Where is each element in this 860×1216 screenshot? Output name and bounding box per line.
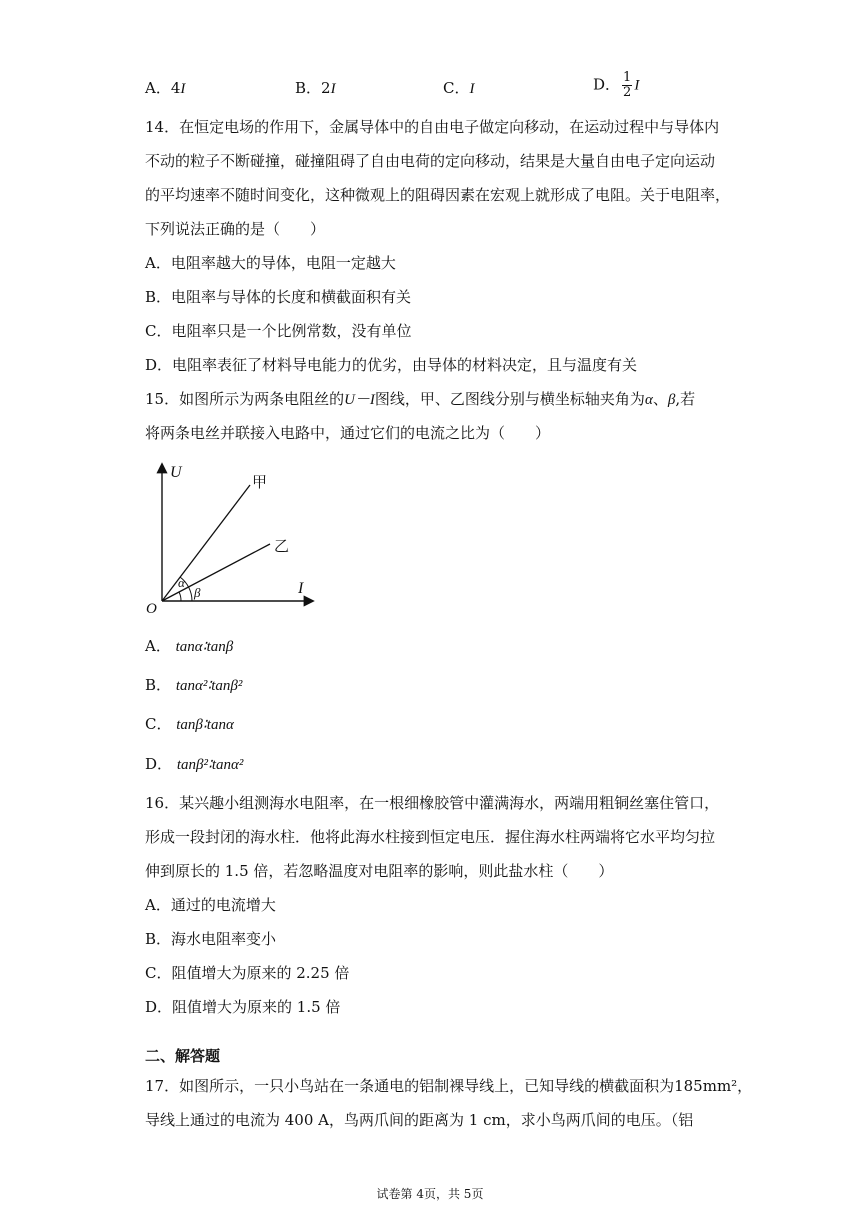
q13-option-b xyxy=(295,78,336,99)
q13-option-d-fraction xyxy=(622,71,632,100)
beta-label: β xyxy=(194,585,201,600)
q14-option-b: B．电阻率与导体的长度和横截面积有关 xyxy=(145,288,412,306)
q14-line-3: 的平均速率不随时间变化，这种微观上的阻碍因素在宏观上就形成了电阻。关于电阻率， xyxy=(145,186,731,204)
q13-options xyxy=(145,70,785,112)
origin-label: O xyxy=(146,601,157,615)
q17-line-1: 17．如图所示，一只小鸟站在一条通电的铝制裸导线上，已知导线的横截面积为185mm²， xyxy=(145,1077,753,1095)
q14-line-2: 不动的粒子不断碰撞，碰撞阻碍了自由电荷的定向移动，结果是大量自由电子定向运动 xyxy=(145,152,716,170)
q16-line-1: 16．某兴趣小组测海水电阻率，在一根细橡胶管中灌满海水，两端用粗铜丝塞住管口， xyxy=(145,794,720,812)
q15-option-d xyxy=(145,754,243,775)
angle-beta-arc xyxy=(179,592,181,601)
q13-option-d-var: I xyxy=(634,77,640,94)
line-yi-label: 乙 xyxy=(274,539,290,555)
q13-option-a-var: I xyxy=(180,81,186,97)
q15-option-d-expr: tanβ²∶tanα² xyxy=(176,757,244,773)
q13-option-b-var: I xyxy=(330,81,336,97)
q14-line-4: 下列说法正确的是（ ） xyxy=(145,220,326,238)
q16-option-b: B．海水电阻率变小 xyxy=(145,930,277,948)
q15-line-2: 将两条电丝并联接入电路中，通过它们的电流之比为（ ） xyxy=(145,424,551,442)
q15-option-b-label: B． xyxy=(145,676,172,694)
q16-option-a: A．通过的电流增大 xyxy=(145,896,276,914)
q14-option-d: D．电阻率表征了材料导电能力的优劣，由导体的材料决定，且与温度有关 xyxy=(145,356,638,374)
q13-option-a xyxy=(145,78,185,99)
page-footer: 试卷第 4页，共 5页 xyxy=(376,1187,484,1201)
q15-alpha: α xyxy=(644,392,653,408)
q13-option-d xyxy=(593,71,639,100)
q15-option-c-expr: tanβ∶tanα xyxy=(176,717,234,733)
q15-option-c-label: C． xyxy=(145,715,172,733)
q15-option-a-label: A． xyxy=(145,637,171,655)
q15-option-a-expr: tanα∶tanβ xyxy=(175,639,234,655)
q13-option-c-label: C． xyxy=(443,79,470,97)
q15-line-1 xyxy=(145,389,695,410)
q15-beta: β xyxy=(667,392,676,408)
q15-line-1-post: ,若 xyxy=(675,390,696,408)
q13-option-c xyxy=(443,78,474,99)
q15-option-d-label: D． xyxy=(145,755,173,773)
q14-line-1: 14．在恒定电场的作用下，金属导体中的自由电子做定向移动，在运动过程中与导体内 xyxy=(145,118,720,136)
q13-option-c-var: I xyxy=(469,81,475,97)
section-title: 二、解答题 xyxy=(145,1047,221,1065)
q15-option-a xyxy=(145,636,233,657)
q13-option-d-label: D． xyxy=(593,75,621,94)
q15-option-c xyxy=(145,714,234,735)
fraction-denominator: 2 xyxy=(623,85,632,100)
line-yi xyxy=(162,544,270,601)
q16-option-d: D．阻值增大为原来的 1.5 倍 xyxy=(145,998,341,1016)
q15-option-b-expr: tanα²∶tanβ² xyxy=(175,678,243,694)
q15-option-b xyxy=(145,675,242,696)
q16-option-c: C．阻值增大为原来的 2.25 倍 xyxy=(145,964,350,982)
q15-line-1-mid: 图线，甲、乙图线分别与横坐标轴夹角为 xyxy=(374,390,645,408)
q14-option-c: C．电阻率只是一个比例常数，没有单位 xyxy=(145,322,412,340)
q17-line-2: 导线上通过的电流为 400 A，鸟两爪间的距离为 1 cm，求小鸟两爪间的电压。（铝 xyxy=(145,1111,694,1129)
alpha-label: α xyxy=(178,575,185,590)
q15-sep: 、 xyxy=(652,390,668,408)
fraction-numerator: 1 xyxy=(623,70,632,85)
q16-line-3: 伸到原长的 1.5 倍，若忽略温度对电阻率的影响，则此盐水柱（ ） xyxy=(145,862,614,880)
line-jia-label: 甲 xyxy=(252,475,268,491)
q13-option-b-label: B．2 xyxy=(295,79,331,97)
y-axis-label: U xyxy=(170,464,182,481)
q14-option-a: A．电阻率越大的导体，电阻一定越大 xyxy=(145,254,396,272)
q15-ui-label: U－I xyxy=(344,392,375,408)
x-axis-label: I xyxy=(298,580,304,597)
q16-line-2: 形成一段封闭的海水柱．他将此海水柱接到恒定电压．握住海水柱两端将它水平均匀拉 xyxy=(145,828,716,846)
q15-ui-graph xyxy=(140,455,330,615)
q13-option-a-label: A．4 xyxy=(145,79,181,97)
line-jia xyxy=(162,485,250,601)
q15-line-1-pre: 15．如图所示为两条电阻丝的 xyxy=(145,390,345,408)
